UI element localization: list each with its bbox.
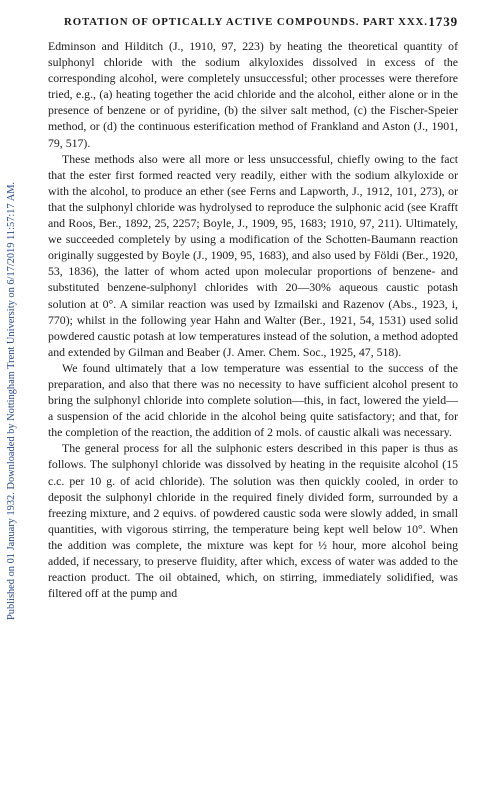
page-number: 1739: [428, 14, 458, 29]
page-header: [48, 14, 458, 32]
download-watermark-text: Published on 01 January 1932. Downloaded by Nottingham Trent University on 6/17/2019 11:57:17 AM.: [6, 181, 17, 620]
paragraph-3: We found ultimately that a low temperature was essential to the success of the preparation, and also that there was no necessity to have sufficient alcohol present to bring the sulphonyl chloride into complete solution—this, in fact, lowered the yield—a suspension of the acid chloride in the alcohol being quite satisfactory; and that, for the completion of the reaction, the addition of 2 mols. of caustic alkali was necessary.: [48, 360, 458, 440]
paragraph-2: These methods also were all more or less unsuccessful, chiefly owing to the fact that the ester first formed reacted very readily, either with the sodium alkyloxide or with the alcohol, to produce an ether (see Ferns and Lapworth, J., 1912, 101, 273), or that the sulphonyl chloride was hydrolysed to reproduce the sulphonic acid (see Krafft and Roos, Ber., 1892, 25, 2257; Boyle, J., 1909, 95, 1683; 1910, 97, 211). Ultimately, we succeeded completely by using a modification of the Schotten-Baumann reaction originally suggested by Boyle (J., 1909, 95, 1683), and also used by Földi (Ber., 1920, 53, 1836), the latter of whom acted upon molecular proportions of benzene- and substituted benzene-sulphonyl chlorides with 20—30% aqueous caustic potash solution at 0°. A similar reaction was used by Izmailski and Razenov (Abs., 1923, i, 770); whilst in the following year Hahn and Walter (Ber., 1921, 54, 1531) used solid powdered caustic potash at low temperatures instead of the solution, a method adopted and extended by Gilman and Beaber (J. Amer. Chem. Soc., 1925, 47, 518).: [48, 151, 458, 359]
body-text: [48, 38, 458, 601]
running-title: ROTATION OF OPTICALLY ACTIVE COMPOUNDS. PART XXX.: [64, 16, 428, 28]
paragraph-4: The general process for all the sulphonic esters described in this paper is thus as follows. The sulphonyl chloride was dissolved by heating in the requisite alcohol (15 c.c. per 10 g. of acid chloride). The solution was then quickly cooled, in order to deposit the sulphonyl chloride in the required finely divided form, surrounded by a freezing mixture, and 2 equivs. of powdered caustic soda were slowly added, in small quantities, with vigorous stirring, the temperature being kept well below 10°. When the addition was complete, the mixture was kept for ½ hour, more alcohol being added, if necessary, to preserve fluidity, after which, excess of water was added to the reaction product. The oil obtained, which, on stirring, immediately solidified, was filtered off at the pump and: [48, 441, 458, 601]
paragraph-1: Edminson and Hilditch (J., 1910, 97, 223) by heating the theoretical quantity of sulphonyl chloride with the sodium alkyloxides dissolved in excess of the corresponding alcohol, were completely unsuccessful; other processes were therefore tried, e.g., (a) heating together the acid chloride and the alcohol, either alone or in the presence of benzene or of pyridine, (b) the silver salt method, (c) the Fischer-Speier method, or (d) the continuous esterification method of Frankland and Aston (J., 1901, 79, 517).: [48, 39, 458, 150]
download-watermark: [0, 0, 30, 792]
